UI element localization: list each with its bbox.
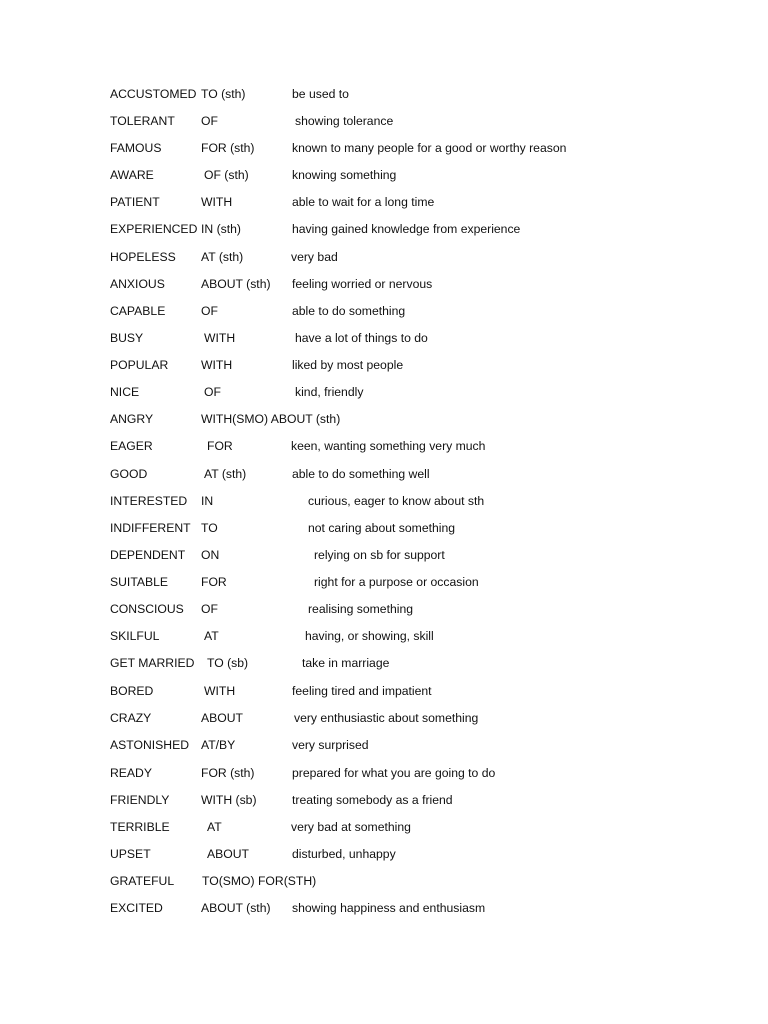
adjective: GRATEFUL xyxy=(110,874,175,888)
meaning: having gained knowledge from experience xyxy=(292,222,521,236)
adjective: INTERESTED xyxy=(110,494,188,508)
vocab-row xyxy=(0,138,768,158)
preposition: TO xyxy=(201,521,218,535)
vocab-row xyxy=(0,247,768,267)
adjective: BUSY xyxy=(110,331,144,345)
adjective: READY xyxy=(110,766,152,780)
preposition: WITH xyxy=(204,684,236,698)
meaning: not caring about something xyxy=(308,521,456,535)
vocab-row xyxy=(0,409,768,429)
preposition: ABOUT (sth) xyxy=(201,277,271,291)
meaning: curious, eager to know about sth xyxy=(308,494,485,508)
preposition: ABOUT xyxy=(201,711,243,725)
preposition: OF xyxy=(201,114,218,128)
adjective: SKILFUL xyxy=(110,629,160,643)
vocab-row xyxy=(0,274,768,294)
preposition: TO (sth) xyxy=(201,87,246,101)
adjective: EAGER xyxy=(110,439,153,453)
preposition: AT/BY xyxy=(201,738,236,752)
adjective: CRAZY xyxy=(110,711,152,725)
meaning: realising something xyxy=(308,602,414,616)
adjective: TOLERANT xyxy=(110,114,175,128)
adjective: SUITABLE xyxy=(110,575,169,589)
meaning: knowing something xyxy=(292,168,397,182)
preposition: OF xyxy=(201,304,218,318)
vocab-row xyxy=(0,681,768,701)
meaning: very bad at something xyxy=(291,820,411,834)
adjective: GET MARRIED xyxy=(110,656,195,670)
preposition: OF (sth) xyxy=(204,168,249,182)
vocab-row xyxy=(0,464,768,484)
meaning: kind, friendly xyxy=(295,385,364,399)
meaning: showing tolerance xyxy=(295,114,394,128)
vocab-row xyxy=(0,545,768,565)
meaning: able to do something well xyxy=(292,467,430,481)
meaning: take in marriage xyxy=(302,656,390,670)
vocab-row xyxy=(0,382,768,402)
adjective: ASTONISHED xyxy=(110,738,190,752)
adjective: ACCUSTOMED xyxy=(110,87,197,101)
preposition: ON xyxy=(201,548,220,562)
adjective: ANXIOUS xyxy=(110,277,165,291)
vocab-row xyxy=(0,301,768,321)
vocab-row xyxy=(0,708,768,728)
vocab-row xyxy=(0,626,768,646)
preposition: OF xyxy=(204,385,221,399)
preposition: AT (sth) xyxy=(201,250,244,264)
preposition: FOR xyxy=(201,575,227,589)
adjective: NICE xyxy=(110,385,140,399)
meaning: feeling worried or nervous xyxy=(292,277,433,291)
adjective: EXPERIENCED xyxy=(110,222,198,236)
vocab-row xyxy=(0,192,768,212)
meaning: able to do something xyxy=(292,304,406,318)
adjective: ANGRY xyxy=(110,412,154,426)
adjective: CONSCIOUS xyxy=(110,602,184,616)
preposition: WITH (sb) xyxy=(201,793,257,807)
vocab-row xyxy=(0,518,768,538)
meaning: able to wait for a long time xyxy=(292,195,435,209)
meaning: feeling tired and impatient xyxy=(292,684,432,698)
meaning: have a lot of things to do xyxy=(295,331,428,345)
adjective: UPSET xyxy=(110,847,151,861)
preposition: ABOUT (sth) xyxy=(201,901,271,915)
vocab-row xyxy=(0,735,768,755)
vocab-row xyxy=(0,653,768,673)
vocab-row xyxy=(0,111,768,131)
adjective: FRIENDLY xyxy=(110,793,170,807)
vocab-row xyxy=(0,572,768,592)
vocab-row xyxy=(0,898,768,918)
meaning: keen, wanting something very much xyxy=(291,439,486,453)
vocab-row xyxy=(0,219,768,239)
vocab-row xyxy=(0,491,768,511)
vocab-row xyxy=(0,599,768,619)
adjective: EXCITED xyxy=(110,901,163,915)
adjective: TERRIBLE xyxy=(110,820,170,834)
adjective: DEPENDENT xyxy=(110,548,186,562)
meaning: very bad xyxy=(291,250,338,264)
adjective: INDIFFERENT xyxy=(110,521,191,535)
adjective: PATIENT xyxy=(110,195,160,209)
preposition: TO(SMO) FOR(STH) xyxy=(202,874,317,888)
vocab-row xyxy=(0,436,768,456)
meaning: relying on sb for support xyxy=(314,548,445,562)
vocab-row xyxy=(0,817,768,837)
meaning: known to many people for a good or worthy reason xyxy=(292,141,567,155)
vocab-row xyxy=(0,355,768,375)
adjective: GOOD xyxy=(110,467,148,481)
vocab-row xyxy=(0,763,768,783)
preposition: AT (sth) xyxy=(204,467,247,481)
preposition: WITH xyxy=(201,195,233,209)
preposition: WITH xyxy=(201,358,233,372)
adjective: HOPELESS xyxy=(110,250,176,264)
meaning: having, or showing, skill xyxy=(305,629,434,643)
preposition: AT xyxy=(207,820,222,834)
meaning: be used to xyxy=(292,87,349,101)
preposition: ABOUT xyxy=(207,847,249,861)
meaning: prepared for what you are going to do xyxy=(292,766,496,780)
vocab-row xyxy=(0,84,768,104)
meaning: right for a purpose or occasion xyxy=(314,575,479,589)
vocab-row xyxy=(0,165,768,185)
preposition: WITH(SMO) ABOUT (sth) xyxy=(201,412,341,426)
adjective: FAMOUS xyxy=(110,141,162,155)
preposition: FOR xyxy=(207,439,233,453)
vocab-row xyxy=(0,844,768,864)
preposition: IN xyxy=(201,494,214,508)
vocab-row xyxy=(0,871,768,891)
adjective: AWARE xyxy=(110,168,154,182)
meaning: very surprised xyxy=(292,738,369,752)
adjective: CAPABLE xyxy=(110,304,166,318)
meaning: liked by most people xyxy=(292,358,404,372)
meaning: treating somebody as a friend xyxy=(292,793,453,807)
vocab-row xyxy=(0,790,768,810)
preposition: WITH xyxy=(204,331,236,345)
meaning: disturbed, unhappy xyxy=(292,847,396,861)
adjective: POPULAR xyxy=(110,358,169,372)
meaning: showing happiness and enthusiasm xyxy=(292,901,486,915)
vocab-row xyxy=(0,328,768,348)
preposition: FOR (sth) xyxy=(201,141,255,155)
preposition: OF xyxy=(201,602,218,616)
preposition: FOR (sth) xyxy=(201,766,255,780)
preposition: TO (sb) xyxy=(207,656,249,670)
preposition: AT xyxy=(204,629,219,643)
preposition: IN (sth) xyxy=(201,222,241,236)
meaning: very enthusiastic about something xyxy=(294,711,479,725)
adjective: BORED xyxy=(110,684,154,698)
